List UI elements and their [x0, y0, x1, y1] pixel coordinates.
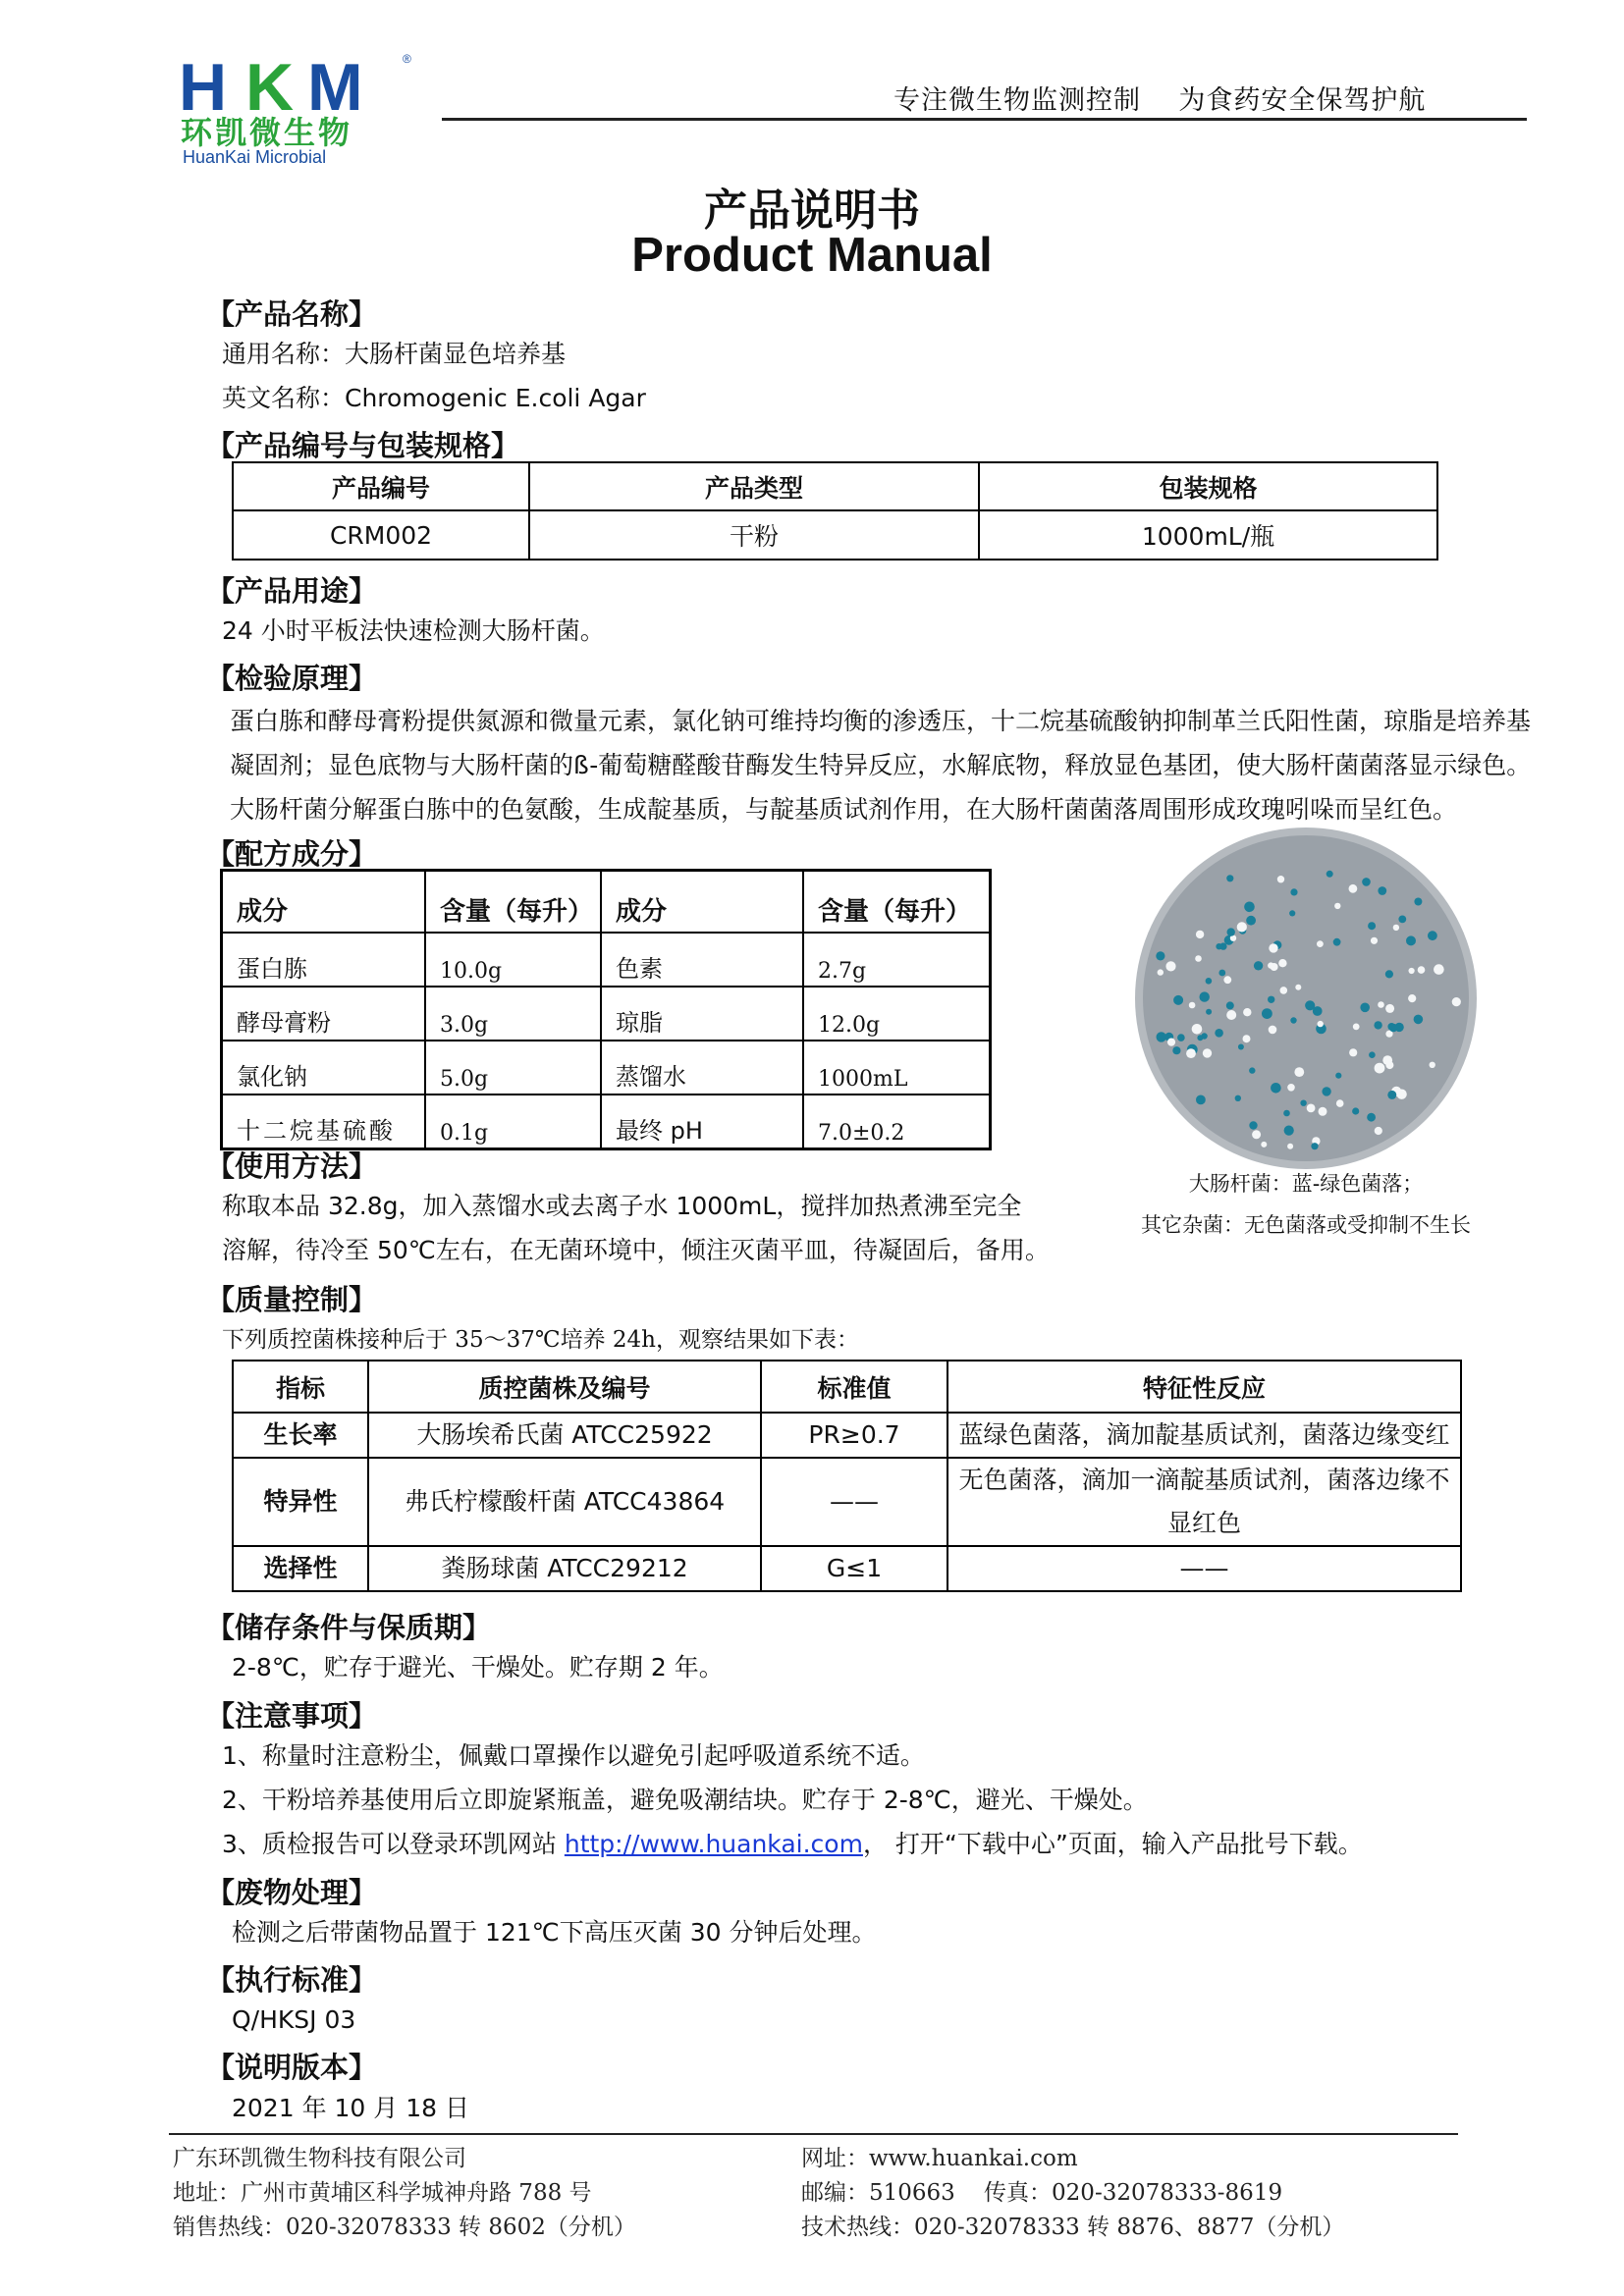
colony-blue [1387, 1023, 1395, 1031]
colony-white [1280, 987, 1288, 994]
note-item-2: 2、干粉培养基使用后立即旋紧瓶盖，避免吸潮结块。贮存于 2-8℃，避光、干燥处。 [222, 1786, 1148, 1814]
colony-white [1375, 1063, 1385, 1074]
table-header-cell: 标准值 [761, 1361, 947, 1413]
package-spec: 1000mL/瓶 [979, 510, 1437, 560]
qc-standard: G≤1 [761, 1546, 947, 1591]
english-name: 英文名称：Chromogenic E.coli Agar [222, 384, 646, 412]
table-header-cell: 成分 [222, 871, 426, 934]
table-row [233, 1413, 1461, 1458]
svg-text:环凯微生物: 环凯微生物 [181, 114, 353, 151]
company-logo [175, 49, 450, 167]
colony-white [1418, 966, 1426, 974]
colony-white [1158, 969, 1164, 975]
colony-blue [1360, 1003, 1370, 1013]
plate-agar [1143, 835, 1469, 1161]
colony-blue [1227, 928, 1235, 935]
colony-blue [1157, 1032, 1166, 1041]
figure-caption-others: 其它杂菌：无色菌落或受抑制不生长 [1141, 1213, 1471, 1237]
ingredient-name: 色素 [601, 933, 803, 987]
section-heading-notes: 【注意事项】 [206, 1699, 378, 1733]
colony-white [1192, 1024, 1203, 1035]
footer-postcode-fax: 邮编：510663 传真：020-32078333-8619 [801, 2180, 1283, 2206]
qc-index: 特异性 [233, 1458, 368, 1546]
colony-white [1294, 1067, 1304, 1077]
colony-white [1287, 1144, 1293, 1149]
colony-blue [1254, 961, 1263, 970]
colony-blue [1378, 886, 1386, 895]
colony-blue [1246, 916, 1256, 926]
qc-strain: 大肠埃希氏菌 ATCC25922 [368, 1413, 761, 1458]
qc-reaction: 蓝绿色菌落，滴加靛基质试剂，菌落边缘变红 [947, 1413, 1461, 1458]
version-text: 2021 年 10 月 18 日 [232, 2094, 469, 2122]
colony-white [1317, 940, 1324, 947]
colony-blue [1333, 938, 1341, 946]
ingredient-name: 酵母膏粉 [222, 987, 426, 1041]
note-item-1: 1、称量时注意粉尘，佩戴口罩操作以避免引起呼吸道系统不适。 [222, 1741, 925, 1770]
colony-blue [1335, 1073, 1341, 1079]
colony-blue [1196, 1095, 1206, 1105]
colony-blue [1311, 1143, 1318, 1149]
colony-blue [1352, 1107, 1359, 1114]
method-line-1: 称取本品 32.8g，加入蒸馏水或去离子水 1000mL，搅拌加热煮沸至完全 [222, 1192, 1022, 1220]
section-heading-storage: 【储存条件与保质期】 [206, 1611, 492, 1644]
table-header-row [233, 1361, 1461, 1413]
qc-table [232, 1360, 1462, 1592]
colony-blue [1200, 991, 1210, 1001]
colony-white [1409, 968, 1415, 974]
table-row [222, 1041, 991, 1095]
table-row [222, 1095, 991, 1149]
website-link[interactable]: http://www.huankai.com [564, 1830, 863, 1858]
colony-white [1195, 955, 1202, 962]
colony-blue [1428, 931, 1437, 940]
colony-white [1408, 994, 1416, 1002]
colony-blue [1268, 996, 1274, 1003]
colony-blue [1385, 970, 1393, 978]
section-heading-version: 【说明版本】 [206, 2051, 378, 2084]
qc-intro: 下列质控菌株接种后于 35～37℃培养 24h，观察结果如下表： [222, 1327, 859, 1353]
colony-blue [1218, 970, 1225, 977]
colony-blue [1244, 902, 1255, 913]
slogan: 专注微生物监测控制 为食药安全保驾护航 [893, 85, 1427, 116]
colony-blue [1215, 1029, 1223, 1038]
colony-white [1295, 985, 1301, 990]
table-header-cell: 含量（每升） [425, 871, 601, 934]
qc-index: 生长率 [233, 1413, 368, 1458]
colony-white [1196, 931, 1204, 938]
section-heading-standard: 【执行标准】 [206, 1963, 378, 1997]
svg-text:®: ® [403, 52, 411, 66]
table-row [233, 1546, 1461, 1591]
footer-divider [169, 2133, 1458, 2135]
colony-blue [1368, 922, 1376, 930]
colony-blue [1369, 1051, 1376, 1058]
colony-blue [1249, 1067, 1255, 1073]
product-type: 干粉 [529, 510, 979, 560]
colony-blue [1226, 1001, 1234, 1009]
colony-white [1203, 1048, 1212, 1057]
table-header-cell: 指标 [233, 1361, 368, 1413]
svg-text:H: H [179, 50, 230, 125]
colony-white [1318, 1021, 1324, 1027]
colony-blue [1414, 898, 1422, 906]
petri-dish-image [1134, 827, 1478, 1170]
colony-white [1319, 1107, 1327, 1116]
colony-blue [1313, 1006, 1323, 1016]
formula-table [220, 869, 992, 1150]
note-item-3-suffix: ， 打开“下载中心”页面，输入产品批号下载。 [862, 1830, 1363, 1858]
colony-white [1252, 1130, 1261, 1139]
colony-blue [1406, 935, 1416, 945]
colony-blue [1262, 1008, 1272, 1019]
colony-white [1334, 903, 1340, 909]
colony-blue [1249, 1121, 1257, 1129]
figure-caption-ecoli: 大肠杆菌：蓝-绿色菌落； [1188, 1172, 1424, 1196]
colony-white [1269, 1026, 1277, 1035]
section-heading-principle: 【检验原理】 [206, 662, 378, 695]
footer-address: 地址：广州市黄埔区科学城神舟路 788 号 [173, 2180, 592, 2206]
colony-white [1382, 1055, 1392, 1065]
ingredient-amount: 12.0g [803, 987, 991, 1041]
colony-blue [1326, 871, 1333, 878]
qc-standard: PR≥0.7 [761, 1413, 947, 1458]
ingredient-name: 氯化钠 [222, 1041, 426, 1095]
table-header-cell: 特征性反应 [947, 1361, 1461, 1413]
section-heading-package: 【产品编号与包装规格】 [206, 429, 520, 462]
colony-blue [1238, 1044, 1244, 1050]
colony-white [1393, 925, 1399, 931]
table-row [233, 510, 1437, 560]
header-divider [442, 118, 1527, 121]
footer-website: 网址：www.huankai.com [801, 2146, 1078, 2171]
table-header-cell: 成分 [601, 871, 803, 934]
colony-white [1237, 922, 1247, 932]
colony-white [1349, 1048, 1357, 1056]
svg-text:HuanKai Microbial: HuanKai Microbial [183, 147, 327, 167]
colony-blue [1362, 878, 1371, 886]
footer-sales: 销售热线：020-32078333 转 8602（分机） [173, 2215, 636, 2240]
qc-reaction: 无色菌落，滴加一滴靛基质试剂，菌落边缘不显红色 [947, 1458, 1461, 1546]
common-name: 通用名称：大肠杆菌显色培养基 [222, 340, 567, 368]
qc-standard: —— [761, 1458, 947, 1546]
ingredient-amount: 1000mL [803, 1041, 991, 1095]
note-item-3-prefix: 3、质检报告可以登录环凯网站 [222, 1830, 565, 1858]
colony-blue [1156, 951, 1164, 960]
colony-blue [1387, 1091, 1396, 1099]
colony-white [1353, 1024, 1360, 1031]
ingredient-amount: 0.1g [425, 1095, 601, 1149]
table-header-cell: 包装规格 [979, 462, 1437, 510]
ingredient-name: 蛋白胨 [222, 933, 426, 987]
svg-text:K: K [245, 50, 295, 125]
colony-blue [1235, 1095, 1241, 1101]
colony-white [1243, 1035, 1251, 1042]
colony-blue [1271, 1083, 1281, 1094]
colony-white [1336, 1099, 1344, 1107]
ingredient-amount: 2.7g [803, 933, 991, 987]
colony-blue [1177, 1034, 1185, 1041]
section-heading-usage: 【产品用途】 [206, 574, 378, 608]
colony-white [1287, 1084, 1295, 1092]
colony-blue [1374, 1021, 1381, 1029]
colony-white [1189, 1002, 1196, 1009]
colony-white [1375, 1127, 1382, 1135]
colony-blue [1414, 1015, 1424, 1025]
colony-blue [1290, 888, 1297, 895]
colony-white [1452, 997, 1461, 1006]
colony-blue [1289, 910, 1295, 916]
hkm-logo-graphic [175, 49, 450, 167]
table-header-cell: 质控菌株及编号 [368, 1361, 761, 1413]
ingredient-name: 十二烷基硫酸 [222, 1095, 426, 1149]
table-row [222, 933, 991, 987]
table-header-row [222, 871, 991, 934]
table-header-cell: 含量（每升） [803, 871, 991, 934]
colony-white [1186, 1048, 1196, 1058]
ingredient-amount: 10.0g [425, 933, 601, 987]
colony-blue [1172, 1046, 1180, 1054]
qc-strain: 弗氏柠檬酸杆菌 ATCC43864 [368, 1458, 761, 1546]
qc-strain: 粪肠球菌 ATCC29212 [368, 1546, 761, 1591]
standard-text: Q/HKSJ 03 [232, 2005, 356, 2034]
ingredient-amount: 3.0g [425, 987, 601, 1041]
table-row [233, 1458, 1461, 1546]
footer-tech: 技术热线：020-32078333 转 8876、8877（分机） [801, 2215, 1345, 2240]
disposal-text: 检测之后带菌物品置于 121℃下高压灭菌 30 分钟后处理。 [232, 1918, 877, 1947]
colony-white [1277, 876, 1284, 882]
section-heading-method: 【使用方法】 [206, 1149, 378, 1183]
colony-white [1378, 1001, 1384, 1008]
colony-blue [1226, 875, 1233, 881]
colony-white [1371, 937, 1378, 944]
ingredient-amount: 5.0g [425, 1041, 601, 1095]
colony-white [1385, 1004, 1394, 1013]
usage-text: 24 小时平板法快速检测大肠杆菌。 [222, 616, 605, 645]
note-item-3 [222, 1830, 1363, 1859]
petri-dish-graphic [1134, 827, 1478, 1170]
product-code: CRM002 [233, 510, 529, 560]
colony-blue [1322, 1087, 1330, 1095]
colony-blue [1206, 978, 1213, 985]
storage-text: 2-8℃，贮存于避光、干燥处。贮存期 2 年。 [232, 1653, 724, 1682]
colony-white [1434, 964, 1444, 975]
colony-white [1261, 1142, 1267, 1148]
qc-reaction: —— [947, 1546, 1461, 1591]
colony-white [1349, 884, 1358, 893]
ingredient-name: 琼脂 [601, 987, 803, 1041]
section-heading-formula: 【配方成分】 [206, 837, 378, 871]
colony-blue [1197, 1035, 1203, 1041]
ingredient-amount: 7.0±0.2 [803, 1095, 991, 1149]
colony-blue [1290, 1017, 1296, 1023]
section-heading-product-name: 【产品名称】 [206, 297, 378, 331]
section-heading-qc: 【质量控制】 [206, 1283, 378, 1316]
doc-title-en: Product Manual [631, 229, 993, 282]
footer-company: 广东环凯微生物科技有限公司 [173, 2146, 466, 2171]
table-header-row [233, 462, 1437, 510]
colony-blue [1398, 916, 1406, 924]
colony-white [1226, 1010, 1236, 1020]
colony-blue [1216, 943, 1221, 949]
colony-white [1307, 1104, 1316, 1113]
colony-white [1268, 962, 1273, 968]
colony-blue [1283, 1110, 1290, 1117]
colony-white [1167, 1039, 1175, 1046]
table-header-cell: 产品类型 [529, 462, 979, 510]
colony-white [1269, 943, 1277, 952]
ingredient-name: 蒸馏水 [601, 1041, 803, 1095]
table-header-cell: 产品编号 [233, 462, 529, 510]
table-row [222, 987, 991, 1041]
colony-blue [1284, 1126, 1294, 1136]
section-heading-disposal: 【废物处理】 [206, 1876, 378, 1909]
colony-white [1243, 1008, 1251, 1016]
colony-white [1165, 961, 1175, 971]
qc-index: 选择性 [233, 1546, 368, 1591]
colony-white [1223, 976, 1231, 984]
ingredient-name: 最终 pH [601, 1095, 803, 1149]
method-line-2: 溶解，待冷至 50℃左右，在无菌环境中，倾注灭菌平皿，待凝固后，备用。 [222, 1236, 1050, 1264]
principle-text: 蛋白胨和酵母膏粉提供氮源和微量元素，氯化钠可维持均衡的渗透压，十二烷基硫酸钠抑制革兰氏阳性菌，琼脂是培养基凝固剂；显色底物与大肠杆菌的ß-葡萄糖醛酸苷酶发生特异反应，水解底物，释放显色基团，使大肠杆菌菌落显示绿色。大肠杆菌分解蛋白胨中的色氨酸，生成靛基质，与靛基质试剂作用，在大肠杆菌菌落周围形成玫瑰吲哚而呈红色。 [230, 707, 1532, 824]
colony-blue [1300, 1100, 1306, 1106]
svg-text:M: M [307, 50, 363, 125]
colony-white [1278, 959, 1286, 967]
colony-blue [1173, 995, 1183, 1005]
colony-white [1430, 1062, 1435, 1068]
doc-title-cn: 产品说明书 [704, 186, 920, 236]
colony-blue [1206, 1009, 1212, 1015]
colony-blue [1367, 1113, 1376, 1122]
package-table [232, 461, 1438, 561]
